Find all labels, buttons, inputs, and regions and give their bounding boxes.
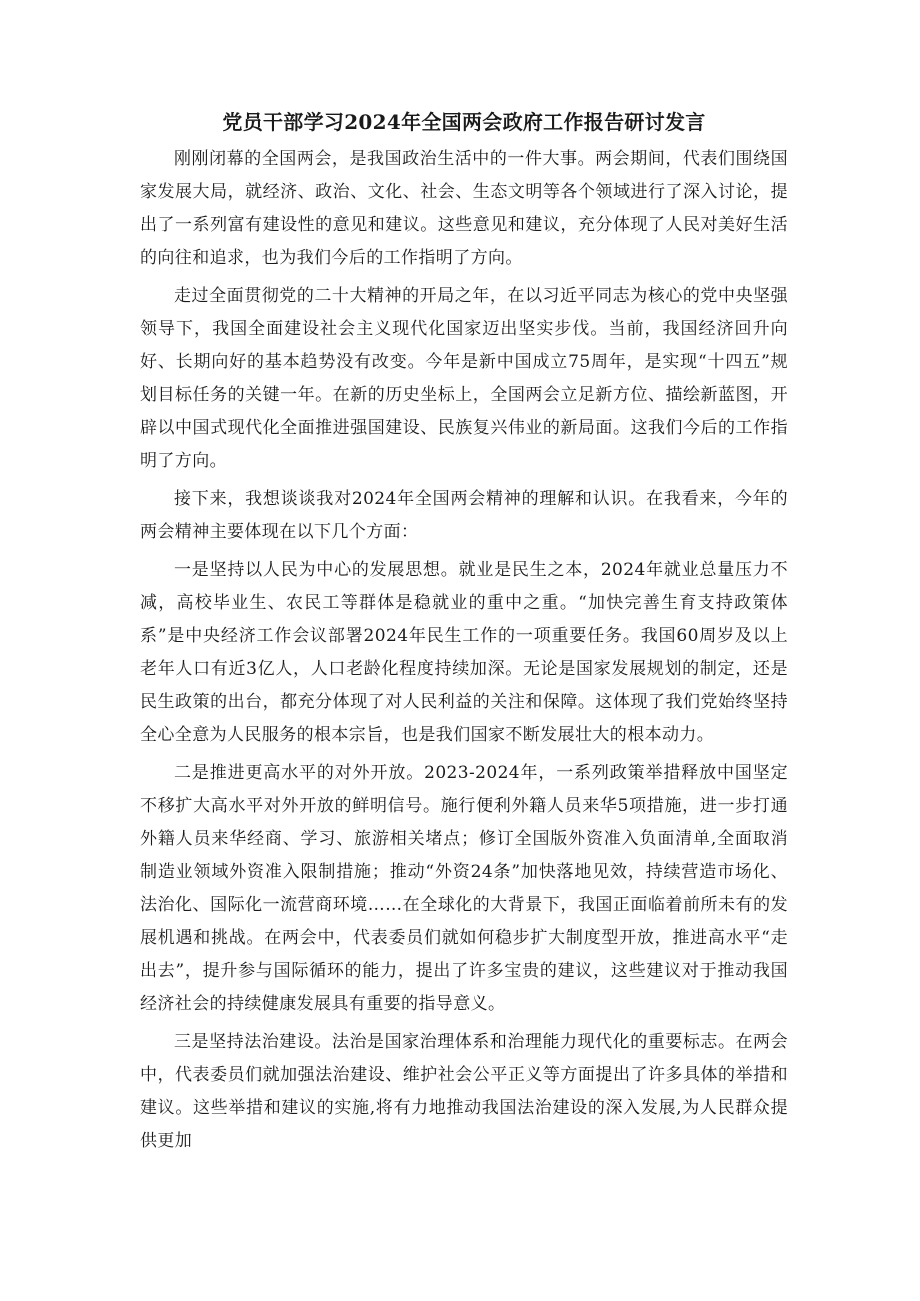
paragraph-transition: 接下来，我想谈谈我对2024年全国两会精神的理解和认识。在我看来，今年的两会精神主要体现在以下几个方面： — [140, 489, 788, 542]
paragraph-background: 走过全面贯彻党的二十大精神的开局之年，在以习近平同志为核心的党中央坚强领导下，我国全面建设社会主义现代化国家迈出坚实步伐。当前，我国经济回升向好、长期向好的基本趋势没有改变。今年是新中国成立75周年，是实现“十四五”规划目标任务的关键一年。在新的历史坐标上，全国两会立足新方位、描绘新蓝图，开辟以中国式现代化全面推进强国建设、民族复兴伟业的新局面。这我们今后的工作指明了方向。 — [140, 286, 788, 471]
paragraph-intro: 刚刚闭幕的全国两会，是我国政治生活中的一件大事。两会期间，代表们围绕国家发展大局，就经济、政治、文化、社会、生态文明等各个领域进行了深入讨论，提出了一系列富有建设性的意见和建议。这些意见和建议，充分体现了人民对美好生活的向往和追求，也为我们今后的工作指明了方向。 — [140, 149, 788, 268]
document-title: 党员干部学习2024年全国两会政府工作报告研讨发言 — [222, 110, 706, 134]
paragraph-point-three: 三是坚持法治建设。法治是国家治理体系和治理能力现代化的重要标志。在两会中，代表委员们就加强法治建设、维护社会公平正义等方面提出了许多具体的举措和建议。这些举措和建议的实施,将有力地推动我国法治建设的深入发展,为人民群众提供更加 — [140, 1032, 788, 1151]
paragraph-point-one: 一是坚持以人民为中心的发展思想。就业是民生之本，2024年就业总量压力不减，高校毕业生、农民工等群体是稳就业的重中之重。“加快完善生育支持政策体系”是中央经济工作会议部署2024年民生工作的一项重要任务。我国60周岁及以上老年人口有近3亿人，人口老龄化程度持续加深。无论是国家发展规划的制定，还是民生政策的出台，都充分体现了对人民利益的关注和保障。这体现了我们党始终坚持全心全意为人民服务的根本宗旨，也是我们国家不断发展壮大的根本动力。 — [140, 560, 788, 745]
paragraph-point-two: 二是推进更高水平的对外开放。2023-2024年，一系列政策举措释放中国坚定不移扩大高水平对外开放的鲜明信号。施行便利外籍人员来华5项措施，进一步打通外籍人员来华经商、学习、旅游相关堵点；修订全国版外资准入负面清单,全面取消制造业领域外资准入限制措施；推动“外资24条”加快落地见效，持续营造市场化、法治化、国际化一流营商环境……在全球化的大背景下，我国正面临着前所未有的发展机遇和挑战。在两会中，代表委员们就如何稳步扩大制度型开放，推进高水平“走出去”，提升参与国际循环的能力，提出了许多宝贵的建议，这些建议对于推动我国经济社会的持续健康发展具有重要的指导意义。 — [140, 763, 788, 1014]
document-body — [140, 143, 788, 1163]
